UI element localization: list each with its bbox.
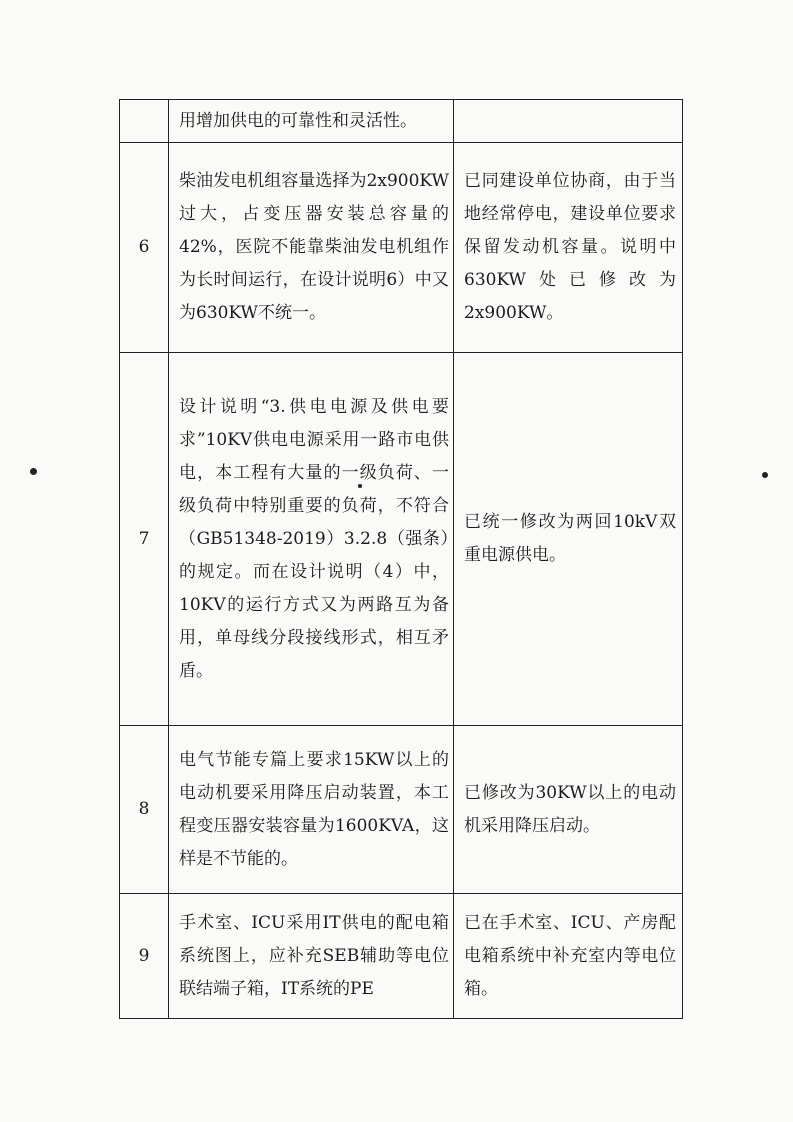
response: 已同建设单位协商，由于当地经常停电，建设单位要求保留发动机容量。说明中630KW处已修改为2x900KW。 — [454, 143, 683, 353]
row-number: 8 — [120, 726, 169, 894]
review-comment: 电气节能专篇上要求15KW以上的电动机要采用降压启动装置，本工程变压器安装容量为1600KVA，这样是不节能的。 — [169, 726, 454, 894]
response — [454, 100, 683, 143]
table-row — [120, 726, 683, 894]
review-comments-table — [119, 99, 683, 1019]
response: 已修改为30KW以上的电动机采用降压启动。 — [454, 726, 683, 894]
review-comment: 用增加供电的可靠性和灵活性。 — [169, 100, 454, 143]
scan-speck — [762, 472, 768, 478]
scan-speck — [30, 468, 37, 475]
review-comment: 设计说明“3.供电电源及供电要求”10KV供电电源采用一路市电供电，本工程有大量的一级负荷、一级负荷中特别重要的负荷，不符合（GB51348-2019）3.2.8（强条）的规定。而在设计说明（4）中，10KV的运行方式又为两路互为备用，单母线分段接线形式，相互矛盾。 — [169, 353, 454, 726]
table-row — [120, 143, 683, 353]
response: 已在手术室、ICU、产房配电箱系统中补充室内等电位箱。 — [454, 894, 683, 1019]
table-row — [120, 100, 683, 143]
table-row — [120, 353, 683, 726]
response: 已统一修改为两回10kV双重电源供电。 — [454, 353, 683, 726]
row-number — [120, 100, 169, 143]
table-row — [120, 894, 683, 1019]
row-number: 9 — [120, 894, 169, 1019]
review-comment: 柴油发电机组容量选择为2x900KW过大，占变压器安装总容量的42%，医院不能靠柴油发电机组作为长时间运行，在设计说明6）中又为630KW不统一。 — [169, 143, 454, 353]
row-number: 6 — [120, 143, 169, 353]
review-comment: 手术室、ICU采用IT供电的配电箱系统图上，应补充SEB辅助等电位联结端子箱，IT系统的PE — [169, 894, 454, 1019]
row-number: 7 — [120, 353, 169, 726]
